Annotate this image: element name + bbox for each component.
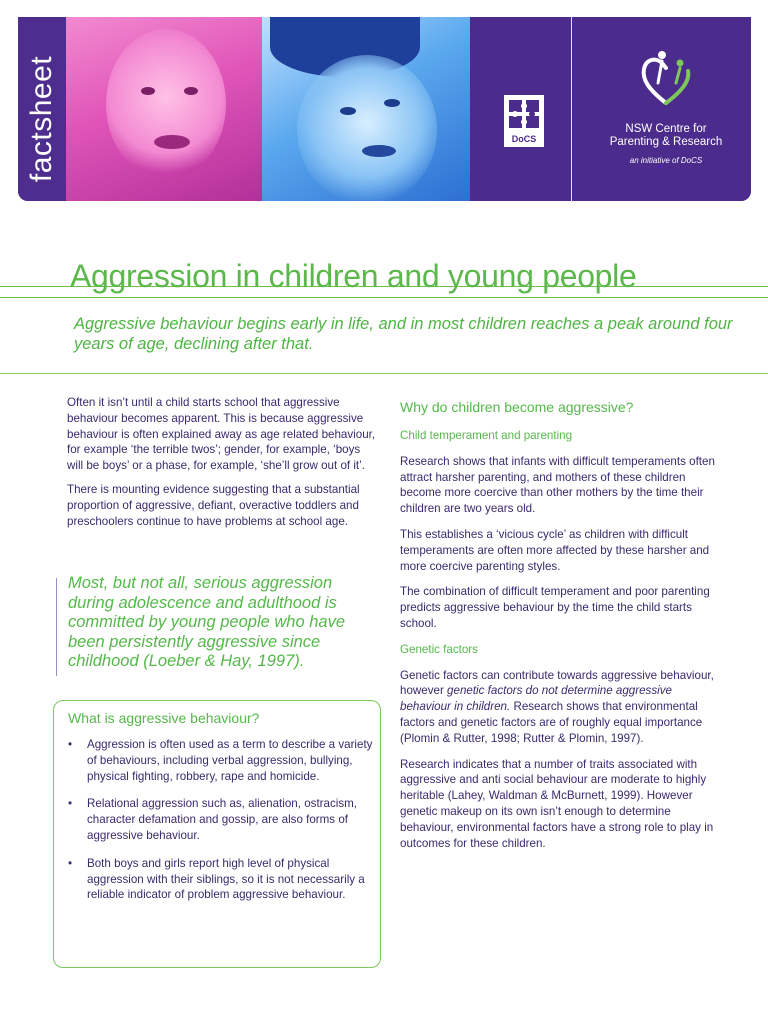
header-banner [18,17,751,201]
left-column [67,395,377,537]
info-box-title: What is aggressive behaviour? [68,710,260,726]
page-title: Aggression in children and young people [70,258,637,294]
org-tagline: an initiative of DoCS [629,156,703,165]
photo-boy [262,17,470,201]
bullet: • [68,797,73,811]
paragraph: The combination of difficult temperament and poor parenting predicts aggressive behaviour by the time the child starts school. [400,585,710,630]
puzzle-icon [505,96,543,132]
paragraph: Research shows that infants with difficult temperaments often attract harsher parenting, and mothers of these children become more coercive than other mothers by the time their children are two years old. [400,454,715,516]
section-heading: Why do children become aggressive? [400,399,634,415]
info-box [53,700,381,968]
info-box-list [68,737,373,915]
paragraph: Often it isn’t until a child starts school that aggressive behaviour becomes apparent. This is because aggressive behaviour is often explained away as age related behaviour, for example ‘the terrible twos’; gender, for example, ‘boys will be boys’ or a phase, for example, ‘she’ll grow out of it’. [67,396,376,473]
paragraph: This establishes a ‘vicious cycle’ as children with difficult temperaments are often more affected by these harsher and more coercive parenting styles. [400,527,710,573]
subheading-temperament: Child temperament and parenting [400,429,573,442]
pull-quote: Most, but not all, serious aggression during adolescence and adulthood is committed by young people who have been persistently aggressive since childhood (Loeber & Hay, 1997). [68,574,346,671]
right-column [400,396,718,861]
quote-bar [56,578,57,676]
intro-text: Aggressive behaviour begins early in life, and in most children reaches a peak around four years of age, declining after that. [74,315,733,353]
paragraph: There is mounting evidence suggesting that a substantial proportion of aggressive, defiant, overactive toddlers and preschoolers continue to have problems at school age. [67,482,360,528]
list-item: • Aggression is often used as a term to describe a variety of behaviours, including verbal aggression, bullying, physical fighting, robbery, rape and homicide. [68,738,373,783]
list-item: • Relational aggression such as, alienation, ostracism, character defamation and gossip, are also forms of aggressive behaviour. [68,797,358,842]
brand-divider [571,17,572,201]
bullet: • [68,738,73,751]
docs-logo [504,95,544,147]
docs-logo-text: DoCS [511,134,537,144]
subheading-genetic: Genetic factors [400,642,478,656]
paragraph: Research indicates that a number of traits associated with aggressive and anti social behaviour are moderate to highly heritable (Lahey, Waldman & McBurnett, 1999). However genetic makeup on its own isn’t enough to determine behaviour, environmental factors have a strong role to play in outcomes for these children. [400,757,714,850]
org-name: NSW Centre for Parenting & Research [609,123,723,148]
factsheet-label: factsheet [25,55,58,183]
title-rule-bottom [0,297,768,298]
heart-family-icon [636,49,696,109]
factsheet-strip [18,17,66,201]
intro-rule [0,373,768,374]
paragraph: Genetic factors can contribute towards aggressive behaviour, however genetic factors do not determine aggressive behaviour in children. Research shows that environmental factors and genetic factors are of roughly equal importance (Plomin & Rutter, 1998; Rutter & Plomin, 1997). [400,668,714,745]
list-item: • Both boys and girls report high level of physical aggression with their siblings, so it is not necessarily a reliable indicator of problem aggressive behaviour. [68,856,365,902]
bullet: • [68,856,73,870]
photo-girl [66,17,262,201]
